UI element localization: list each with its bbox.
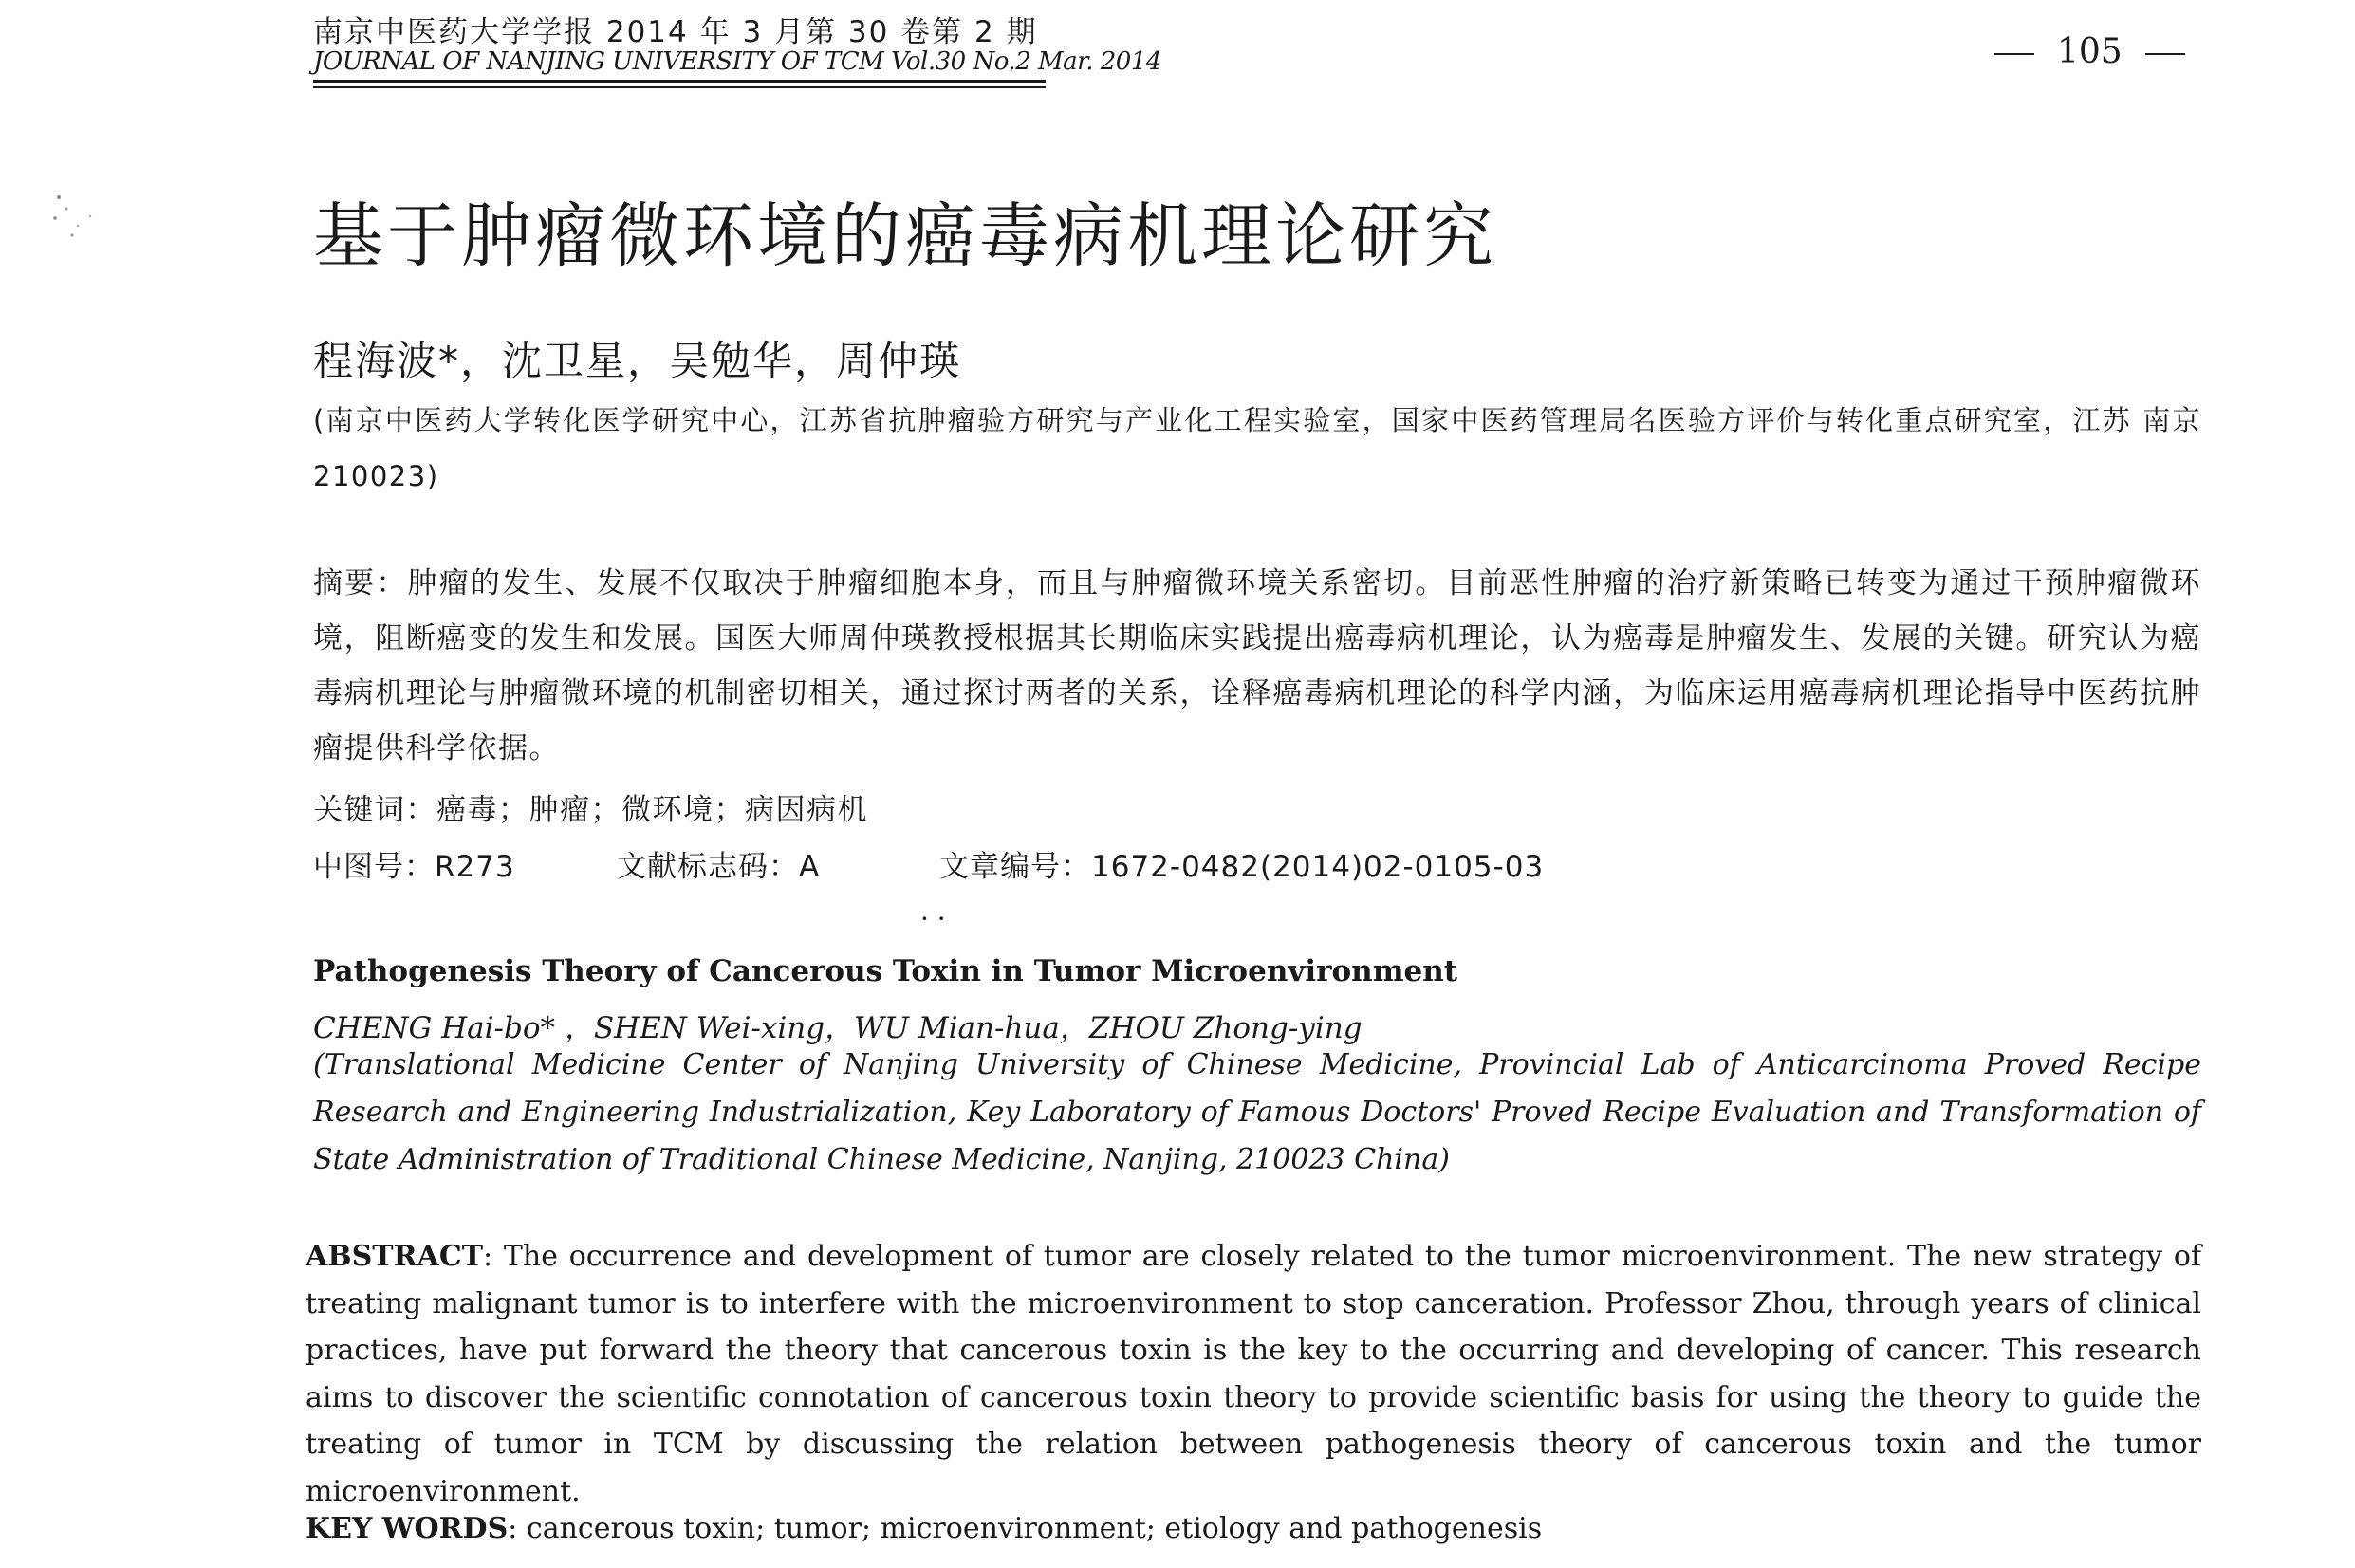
article-title-cn: 基于肿瘤微环境的癌毒病机理论研究 (313, 195, 1497, 277)
scan-dots-decoration: · · (920, 903, 946, 934)
header-rule-thin (313, 86, 1046, 88)
clc-number: 中图号：R273 (313, 850, 515, 884)
page-dash-left (1994, 53, 2034, 55)
authors-en: CHENG Hai-bo* ，SHEN Wei-xing，WU Mian-hua，ZHOU Zhong-ying (313, 1011, 1363, 1045)
article-id: 文章编号：1672-0482(2014)02-0105-03 (939, 850, 1545, 884)
abstract-label: ABSTRACT (306, 1240, 484, 1273)
abstract-text: : The occurrence and development of tumor are closely related to the tumor microenvironment. The new strategy of treating malignant tumor is to interfere with the microenvironment to stop canceration. Professor Zhou, through years of clinical practices, have put forward the theory that cancerous toxin is the key to the occurring and developing of cancer. This research aims to discover the scientific connotation of cancerous toxin theory to provide scientific basis for using the theory to guide the treating of tumor in TCM by discussing the relation between pathogenesis theory of cancerous toxin and the tumor microenvironment. (306, 1240, 2201, 1508)
abstract-en (306, 1233, 2201, 1515)
page-number-value: 105 (2057, 32, 2123, 71)
document-code: 文献标志码：A (617, 850, 821, 884)
affiliation-en: (Translational Medicine Center of Nanjing University of Chinese Medicine, Provincial Lab of Anticarcinoma Proved Recipe Research and Engineering Industrialization, Key Laboratory of Famous Doctors' Proved Recipe Evaluation and Transformation of State Administration of Traditional Chinese Medicine, Nanjing, 210023 China) (313, 1048, 2201, 1176)
keywords-label: KEY WORDS (306, 1512, 509, 1545)
journal-header-cn: 南京中医药大学学报 2014 年 3 月第 30 卷第 2 期 (313, 15, 1038, 49)
keywords-cn: 关键词：癌毒；肿瘤；微环境；病因病机 (313, 793, 868, 827)
header-rule-thick (313, 80, 1046, 83)
article-title-en: Pathogenesis Theory of Cancerous Toxin in Tumor Microenvironment (313, 954, 1458, 988)
abstract-cn: 摘要：肿瘤的发生、发展不仅取决于肿瘤细胞本身，而且与肿瘤微环境关系密切。目前恶性肿瘤的治疗新策略已转变为通过干预肿瘤微环境，阻断癌变的发生和发展。国医大师周仲瑛教授根据其长期临床实践提出癌毒病机理论，认为癌毒是肿瘤发生、发展的关键。研究认为癌毒病机理论与肿瘤微环境的机制密切相关，通过探讨两者的关系，诠释癌毒病机理论的科学内涵，为临床运用癌毒病机理论指导中医药抗肿瘤提供科学依据。 (313, 566, 2201, 766)
classification-row (313, 842, 1544, 885)
journal-header-en: JOURNAL OF NANJING UNIVERSITY OF TCM Vol.30 No.2 Mar. 2014 (313, 47, 1161, 76)
affiliation-cn: (南京中医药大学转化医学研究中心，江苏省抗肿瘤验方研究与产业化工程实验室，国家中医药管理局名医验方评价与转化重点研究室，江苏 南京 210023) (313, 404, 2231, 492)
keywords-text: : cancerous toxin; tumor; microenvironment; etiology and pathogenesis (508, 1512, 1543, 1545)
page-number (1972, 32, 2208, 71)
page-dash-right (2145, 53, 2185, 55)
scan-speck-decoration (38, 180, 114, 256)
authors-cn: 程海波*，沈卫星，吴勉华，周仲瑛 (313, 338, 962, 384)
keywords-en (306, 1512, 1542, 1545)
